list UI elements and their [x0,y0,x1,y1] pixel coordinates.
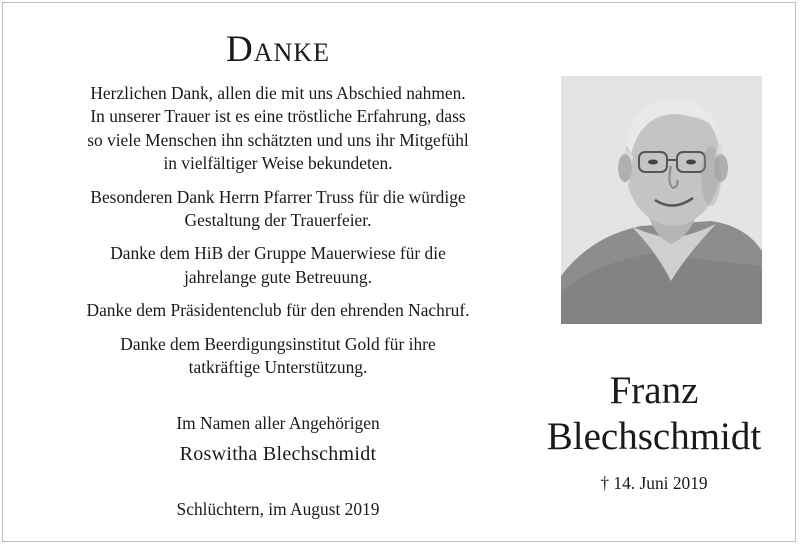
place-and-date: Schlüchtern, im August 2019 [176,499,380,519]
portrait-photo [561,76,762,324]
heading-danke: Danke [226,29,330,70]
text-line: jahrelange gute Betreuung. [184,266,372,287]
text-line: Danke dem Präsidentenclub für den ehrenden Nachruf. [86,300,470,321]
paragraph-thanks-general [43,82,513,176]
text-line: in vielfältiger Weise bekundeten. [163,153,393,174]
signature-intro: Im Namen aller Angehörigen [176,413,380,433]
thanks-column [43,31,513,389]
text-line: Herzlichen Dank, allen die mit uns Abschied nahmen. [90,83,466,103]
text-line: Gestaltung der Trauerfeier. [184,210,372,231]
deceased-first-name: Franz [609,369,699,412]
text-line: Danke dem HiB der Gruppe Mauerwiese für die [110,243,446,264]
death-date: † 14. Juni 2019 [600,473,708,493]
paragraph-thanks-pastor [43,186,513,233]
paragraph-thanks-funeral-home [43,333,513,380]
obituary-notice [2,2,796,542]
text-line: tatkräftige Unterstützung. [188,357,368,378]
text-line: Besonderen Dank Herrn Pfarrer Truss für die würdige [90,186,466,207]
text-line: so viele Menschen ihn schätzten und uns ihr Mitgefühl [87,129,469,150]
paragraph-thanks-club [43,299,513,322]
paragraph-thanks-care-group [43,242,513,289]
text-line: In unserer Trauer ist es eine tröstliche Erfahrung, dass [90,106,466,127]
deceased-last-name: Blechschmidt [546,415,762,458]
signature-name: Roswitha Blechschmidt [179,443,377,465]
text-line: Danke dem Beerdigungsinstitut Gold für ihre [120,333,436,354]
